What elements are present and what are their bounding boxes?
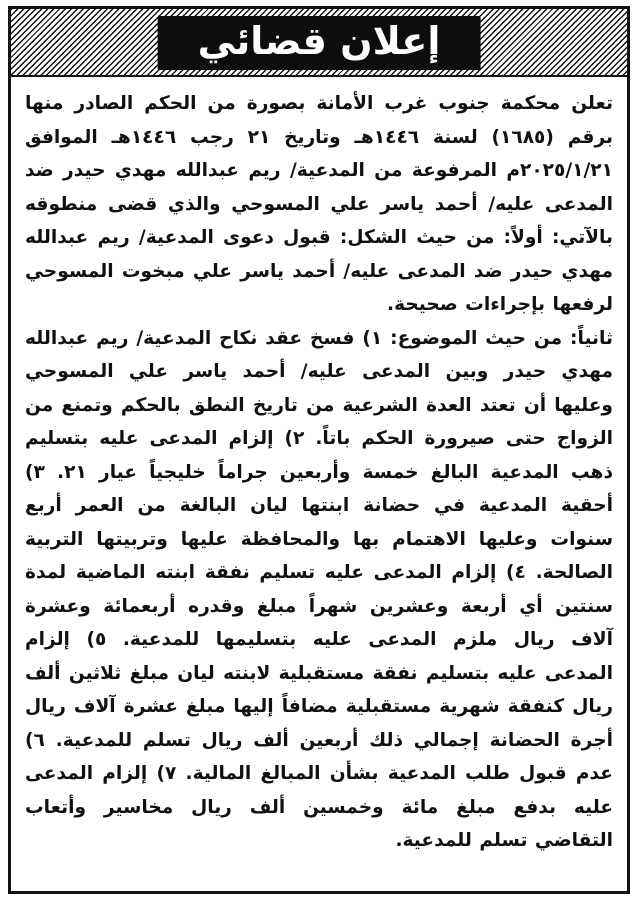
notice-header	[11, 9, 627, 77]
notice-paragraph-intro: تعلن محكمة جنوب غرب الأمانة بصورة من الحكم الصادر منها برقم (١٦٨٥) لسنة ١٤٤٦هـ وتاريخ ٢١ رجب ١٤٤٦هـ الموافق ٢٠٢٥/١/٢١م المرفوعة من المدعية/ ريم عبدالله مهدي حيدر ضد المدعى عليه/ أحمد ياسر علي المسوحي والذي قضى منطوقه بالآتي: أولاً: من حيث الشكل: قبول دعوى المدعية/ ريم عبدالله مهدي حيدر ضد المدعى عليه/ أحمد ياسر علي مبخوت المسوحي لرفعها بإجراءات صحيحة.	[25, 93, 613, 315]
notice-title: إعلان قضائي	[158, 16, 481, 70]
notice-body	[25, 87, 613, 881]
judicial-notice	[8, 6, 630, 894]
notice-paragraph-subject: ثانياً: من حيث الموضوع: ١) فسخ عقد نكاح المدعية/ ريم عبدالله مهدي حيدر وبين المدعى عليه/ أحمد ياسر علي المسوحي وعليها أن تعتد العدة الشرعية من تاريخ النطق بالحكم وتمنع من الزواج حتى صيرورة الحكم باتاً. ٢) إلزام المدعى عليه بتسليم ذهب المدعية البالغ خمسة وأربعين جراماً خليجياً عيار ٢١. ٣) أحقية المدعية في حضانة ابنتها ليان البالغة من العمر أربع سنوات وعليها الاهتمام بها والمحافظة عليها وتربيتها التربية الصالحة. ٤) إلزام المدعى عليه تسليم نفقة ابنته الماضية لمدة سنتين أي أربعة وعشرين شهراً مبلغ وقدره أربعمائة وعشرة آلاف ريال ملزم المدعى عليه بتسليمها للمدعية. ٥) إلزام المدعى عليه بتسليم نفقة مستقبلية لابنته ليان مبلغ ثلاثين ألف ريال كنفقة شهرية مستقبلية مضافاً إليها مبلغ عشرة آلاف ريال أجرة الحضانة إجمالي ذلك أربعين ألف ريال تسلم للمدعية. ٦) عدم قبول طلب المدعية بشأن المبالغ المالية. ٧) إلزام المدعى عليه بدفع مبلغ مائة وخمسين ألف ريال مخاسير وأتعاب التقاضي تسلم للمدعية.	[25, 327, 613, 851]
